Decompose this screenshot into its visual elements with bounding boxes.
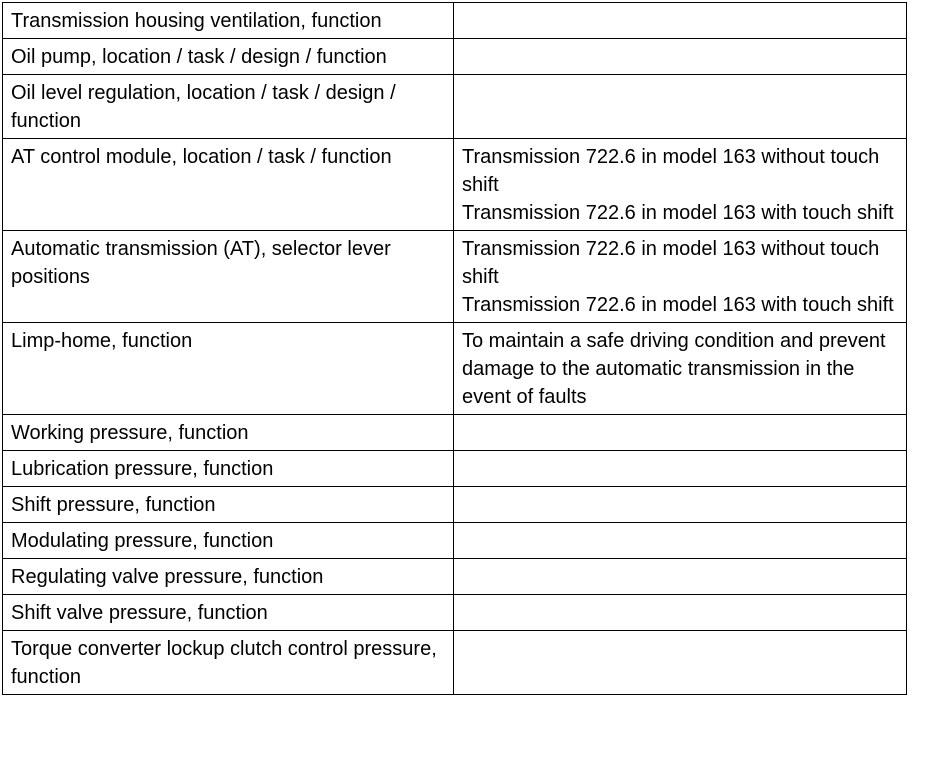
topic-cell: Shift valve pressure, function <box>3 595 454 631</box>
details-line: Transmission 722.6 in model 163 without touch shift <box>462 146 880 196</box>
topics-table <box>2 2 907 695</box>
table-row <box>3 3 907 39</box>
details-cell <box>454 451 907 487</box>
details-line: Transmission 722.6 in model 163 with touch shift <box>462 202 894 224</box>
table-row <box>3 487 907 523</box>
topic-cell: Limp-home, function <box>3 323 454 415</box>
details-cell <box>454 231 907 323</box>
details-cell <box>454 415 907 451</box>
details-cell <box>454 523 907 559</box>
table-row <box>3 231 907 323</box>
topic-cell: Transmission housing ventilation, function <box>3 3 454 39</box>
topic-cell: Oil pump, location / task / design / function <box>3 39 454 75</box>
topic-cell: Modulating pressure, function <box>3 523 454 559</box>
details-cell <box>454 631 907 695</box>
details-cell <box>454 559 907 595</box>
table-row <box>3 139 907 231</box>
table-row <box>3 595 907 631</box>
table-row <box>3 39 907 75</box>
details-line: Transmission 722.6 in model 163 without touch shift <box>462 238 880 288</box>
table-row <box>3 559 907 595</box>
topic-cell: Torque converter lockup clutch control pressure, function <box>3 631 454 695</box>
details-cell <box>454 39 907 75</box>
topic-cell: Shift pressure, function <box>3 487 454 523</box>
topic-cell: Regulating valve pressure, function <box>3 559 454 595</box>
details-cell <box>454 487 907 523</box>
table-row <box>3 415 907 451</box>
table-row <box>3 451 907 487</box>
details-cell <box>454 323 907 415</box>
details-line: To maintain a safe driving condition and prevent damage to the automatic transmission in the event of faults <box>462 330 886 408</box>
details-cell <box>454 139 907 231</box>
table-row <box>3 523 907 559</box>
table-row <box>3 75 907 139</box>
topic-cell: Lubrication pressure, function <box>3 451 454 487</box>
topic-cell: Oil level regulation, location / task / design / function <box>3 75 454 139</box>
details-cell <box>454 595 907 631</box>
details-line: Transmission 722.6 in model 163 with touch shift <box>462 294 894 316</box>
topic-cell: AT control module, location / task / function <box>3 139 454 231</box>
details-cell <box>454 3 907 39</box>
details-cell <box>454 75 907 139</box>
table-row <box>3 323 907 415</box>
topic-cell: Working pressure, function <box>3 415 454 451</box>
table-row <box>3 631 907 695</box>
topic-cell: Automatic transmission (AT), selector lever positions <box>3 231 454 323</box>
